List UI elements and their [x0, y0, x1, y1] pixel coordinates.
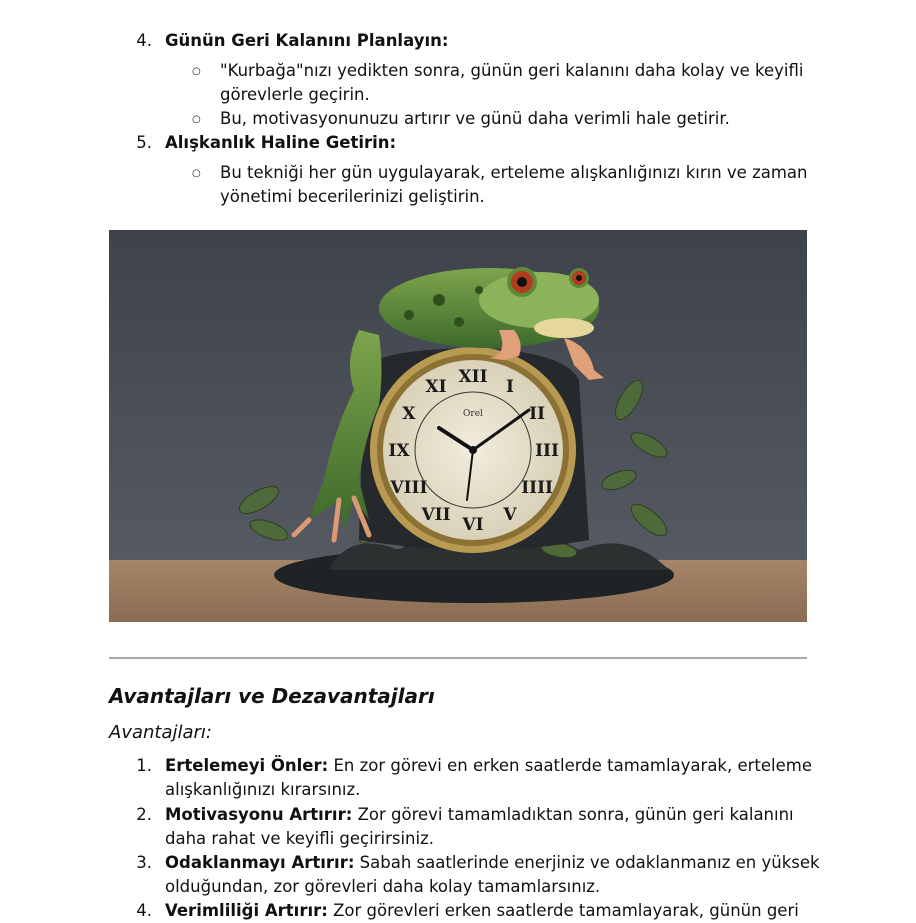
clock-numeral: V: [503, 505, 517, 526]
clock-numeral: III: [535, 441, 559, 461]
bullet-text: "Kurbağa"nızı yedikten sonra, günün geri kalanını daha kolay ve keyifli: [220, 61, 804, 80]
list-item: [165, 754, 812, 778]
item-text: olduğundan, zor görevleri daha kolay tamamlarsınız.: [165, 877, 601, 896]
section-heading: Avantajları ve Dezavantajları: [109, 684, 435, 708]
bullet-icon: ○: [192, 168, 201, 179]
list-item: [165, 899, 799, 923]
item-title: Verimliliği Artırır:: [165, 901, 328, 920]
bullet-icon: ○: [192, 66, 201, 77]
step-title: Günün Geri Kalanını Planlayın:: [165, 31, 449, 50]
list-item: [165, 851, 820, 875]
clock-numeral: IX: [388, 441, 410, 461]
item-text: daha rahat ve keyifli geçirirsiniz.: [165, 829, 434, 848]
bullet-text: görevlerle geçirin.: [220, 85, 370, 104]
list-number: 1.: [136, 756, 152, 775]
clock-numeral: VI: [462, 515, 484, 535]
section-subheading: Avantajları:: [109, 722, 212, 743]
clock-numeral: II: [529, 404, 546, 424]
clock-numeral: X: [402, 404, 416, 424]
frog-clock-image: [109, 230, 807, 622]
bullet-icon: ○: [192, 114, 201, 125]
item-text: En zor görevi en erken saatlerde tamamlayarak, erteleme: [328, 756, 812, 775]
item-text: Zor görevleri erken saatlerde tamamlayarak, günün geri: [327, 901, 799, 920]
clock-numeral: I: [506, 376, 514, 397]
clock-numeral: XI: [425, 376, 447, 397]
clock-numeral: VIII: [390, 478, 428, 498]
bullet-text: Bu tekniği her gün uygulayarak, erteleme alışkanlığınızı kırın ve zaman: [220, 163, 808, 182]
item-title: Ertelemeyi Önler:: [165, 756, 329, 775]
list-number: 2.: [136, 805, 152, 824]
list-number: 4.: [136, 31, 152, 50]
list-number: 5.: [136, 133, 152, 152]
item-title: Motivasyonu Artırır:: [165, 805, 353, 824]
item-title: Odaklanmayı Artırır:: [165, 853, 355, 872]
bullet-text: yönetimi becerilerinizi geliştirin.: [220, 187, 485, 206]
item-text: alışkanlığınızı kırarsınız.: [165, 780, 361, 799]
horizontal-divider: [109, 657, 807, 659]
clock-brand: Orel: [463, 409, 483, 419]
item-text: Zor görevi tamamladıktan sonra, günün geri kalanını: [352, 805, 794, 824]
clock-numeral: IIII: [521, 478, 554, 498]
list-number: 4.: [136, 901, 152, 920]
item-text: Sabah saatlerinde enerjiniz ve odaklanmanız en yüksek: [354, 853, 820, 872]
bullet-text: Bu, motivasyonunuzu artırır ve günü daha verimli hale getirir.: [220, 109, 730, 128]
list-number: 3.: [136, 853, 152, 872]
clock-numeral: XII: [458, 367, 488, 387]
step-title: Alışkanlık Haline Getirin:: [165, 133, 397, 152]
clock-numeral: VII: [421, 505, 451, 526]
list-item: [165, 803, 794, 827]
